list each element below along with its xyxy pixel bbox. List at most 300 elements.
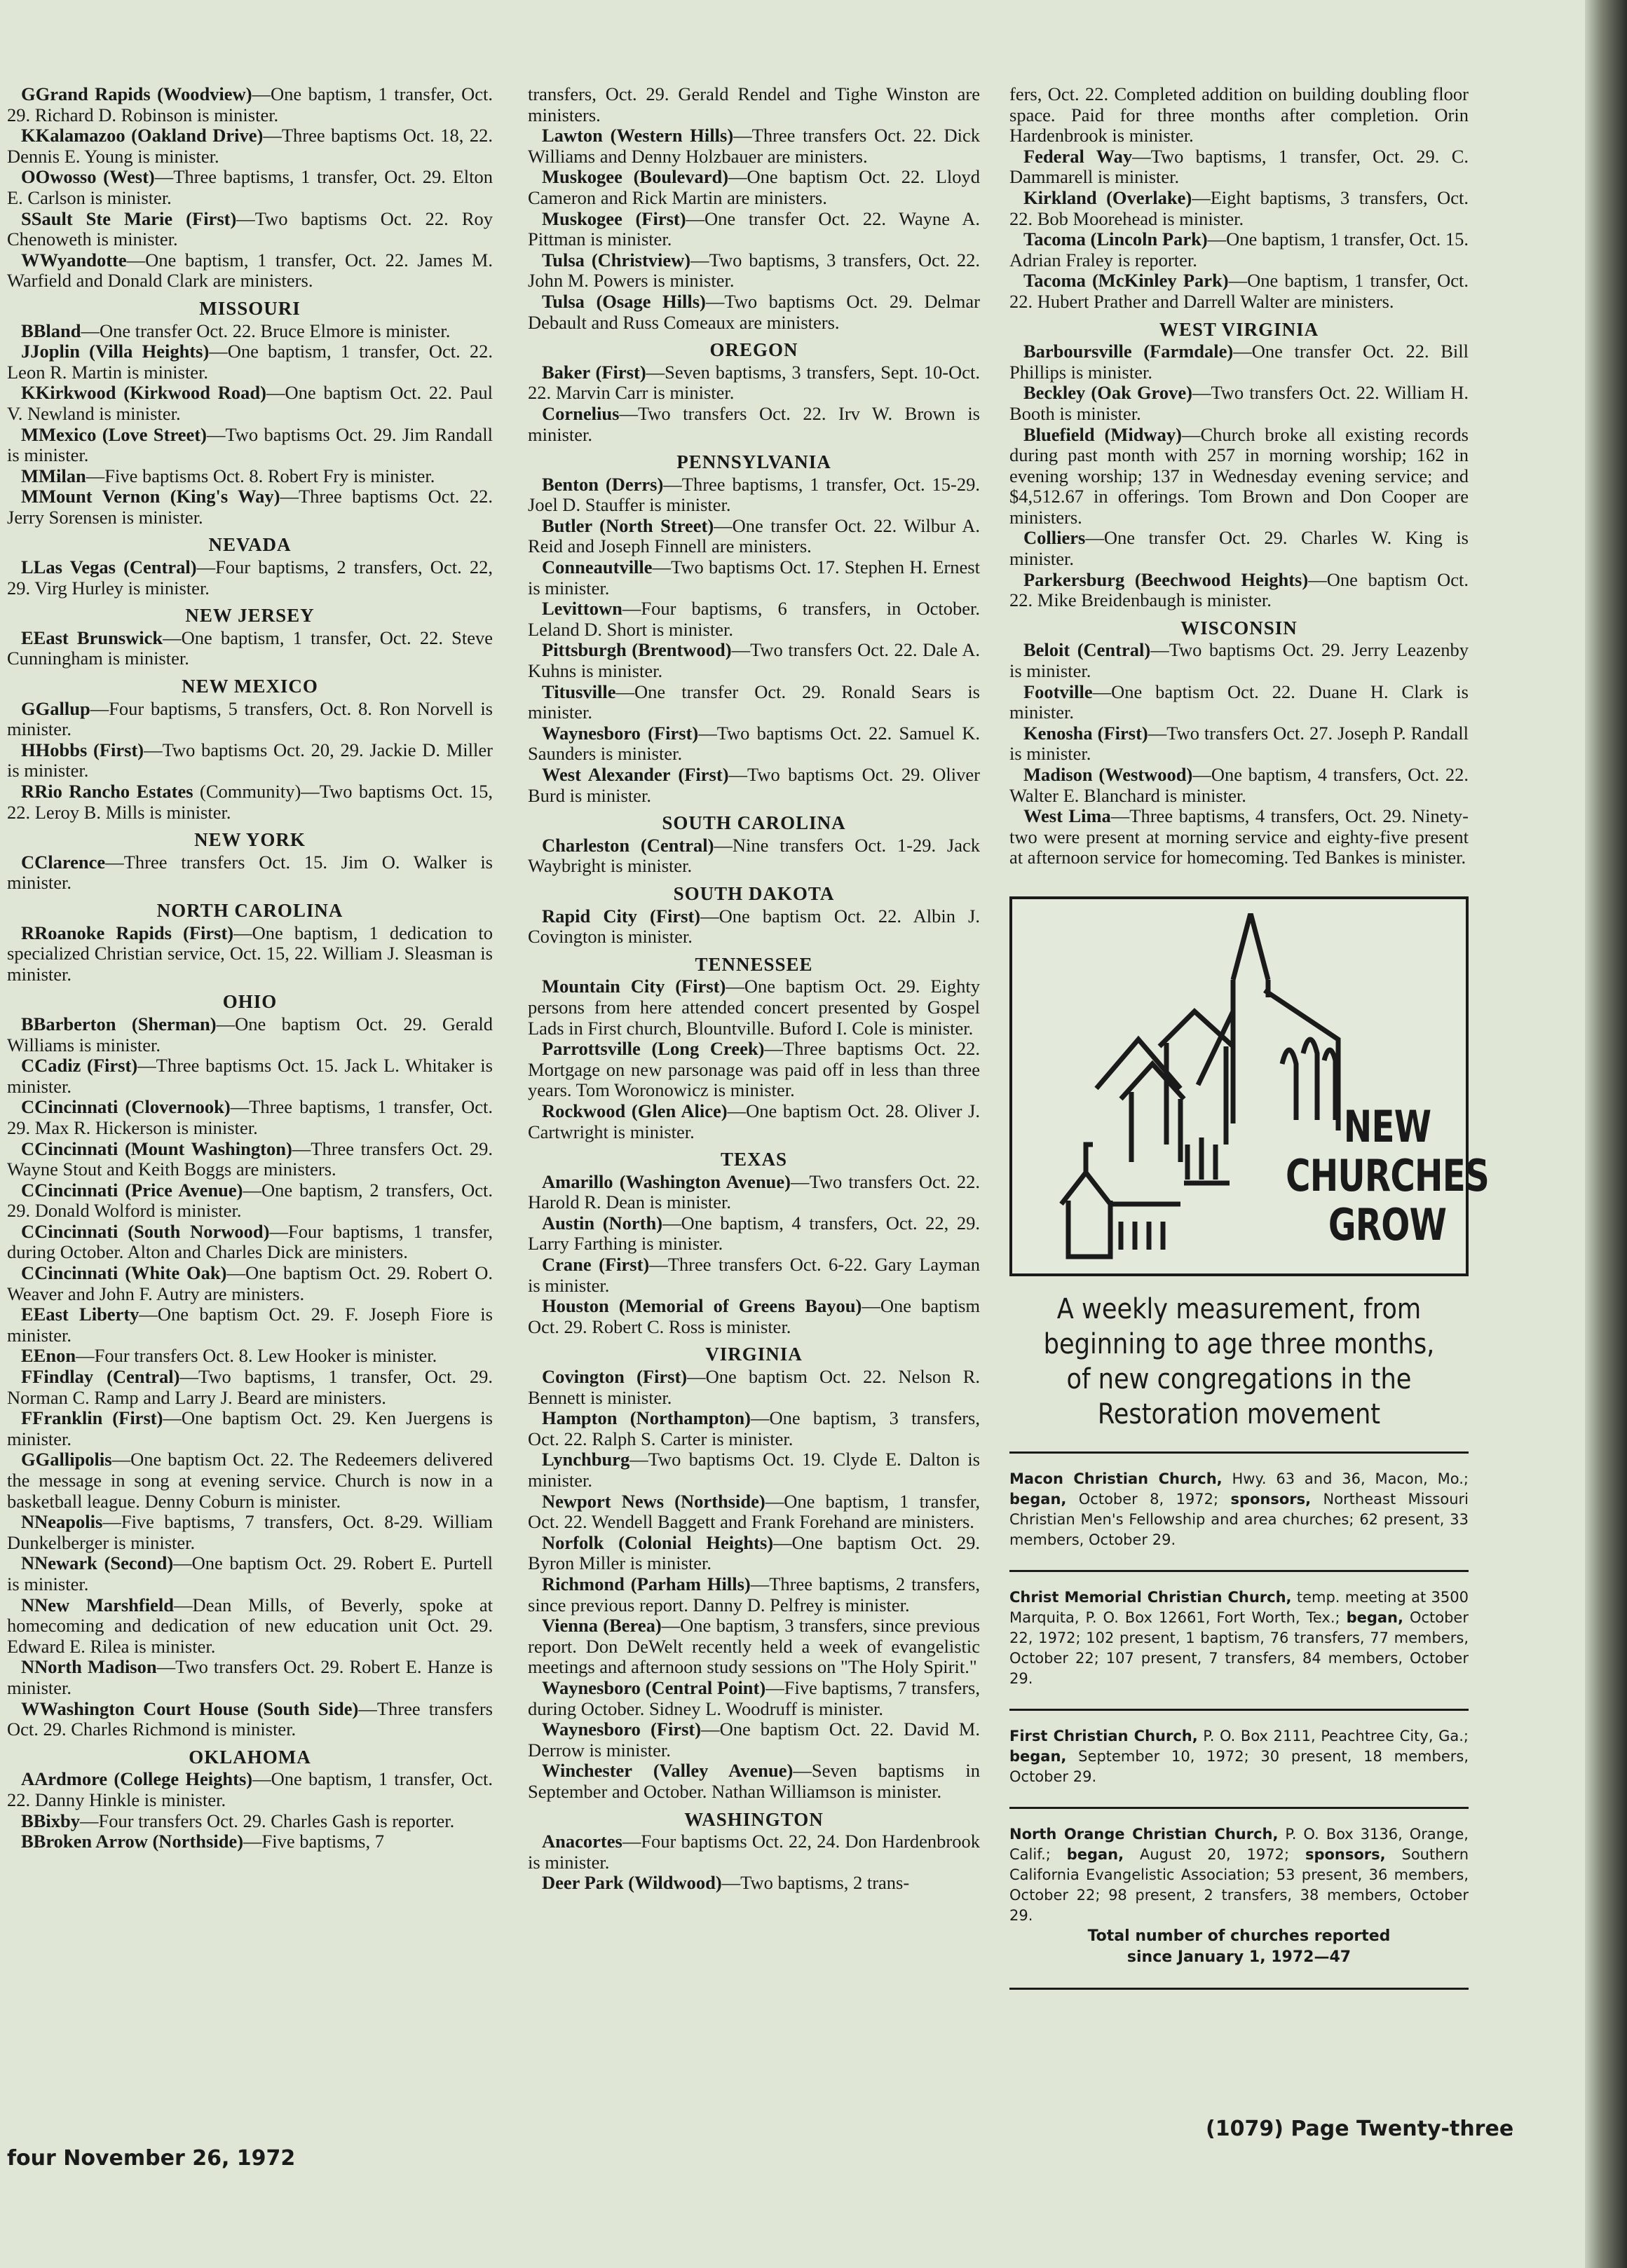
church-report-entry — [528, 1101, 980, 1142]
church-report-entry — [528, 1408, 980, 1449]
logo-line-new: NEW — [1343, 1100, 1431, 1152]
church-report-text: —Two baptisms Oct. 19. Clyde E. Dalton is minister. — [528, 1449, 980, 1491]
church-report-text: —One baptism Oct. 29. Ken Juergens is minister. — [7, 1407, 493, 1449]
church-name: EEast Brunswick — [21, 627, 163, 648]
church-report-text: —One baptism Oct. 22. Lloyd Cameron and Rick Martin are ministers. — [528, 166, 981, 208]
church-report-entry — [7, 1769, 493, 1810]
church-name: Barboursville (Farmdale) — [1023, 341, 1234, 362]
church-report-entry — [528, 1761, 980, 1802]
state-heading: NEW JERSEY — [185, 605, 315, 627]
church-name: NNorth Madison — [21, 1656, 157, 1678]
church-report-entry — [528, 1719, 980, 1761]
church-name: CCincinnati (Clovernook) — [21, 1096, 231, 1118]
church-report-entry — [1009, 528, 1469, 569]
church-report-text: —One transfer Oct. 22. Wayne A. Pittman is minister. — [528, 207, 980, 250]
church-name: FFranklin (First) — [21, 1407, 163, 1429]
church-name: Beckley (Oak Grove) — [1023, 382, 1192, 404]
church-name: NNewark (Second) — [21, 1552, 174, 1574]
church-report-text: —One baptism, 2 transfers, Oct. 29. Donald Wolford is minister. — [7, 1179, 493, 1222]
church-report-entry — [7, 425, 493, 466]
church-report-entry — [7, 1831, 493, 1852]
church-name: AArdmore (College Heights) — [21, 1768, 253, 1790]
church-report-entry — [7, 250, 493, 292]
church-report-entry — [528, 516, 980, 557]
church-report-text: —Five baptisms, 7 transfers, during October. Sidney L. Woodruff is minister. — [528, 1676, 980, 1719]
church-report-text: —One transfer Oct. 29. Ronald Sears is minister. — [528, 681, 980, 723]
church-report-text: —Two baptisms, 1 transfer, Oct. 29. Norman C. Ramp and Larry J. Beard are ministers. — [7, 1366, 493, 1408]
church-report-entry — [7, 1014, 493, 1056]
logo-line-grow: GROW — [1328, 1198, 1447, 1250]
church-name: WWyandotte — [21, 249, 127, 271]
church-report-text: —One baptism Oct. 22. Mike Breidenbaugh is minister. — [1009, 568, 1469, 611]
state-heading: SOUTH DAKOTA — [673, 882, 835, 904]
new-churches-grow-logo — [1009, 896, 1490, 1276]
church-report-text: —One baptism Oct. 22. Duane H. Clark is minister. — [1009, 681, 1469, 723]
church-report-text: —One baptism, 1 transfer, Oct. 29. Richard D. Robinson is minister. — [7, 83, 493, 125]
church-report-text: —One baptism Oct. 29. Robert C. Ross is minister. — [528, 1295, 981, 1337]
church-report-text: —One transfer Oct. 29. Charles W. King is minister. — [1009, 527, 1469, 570]
church-name: Crane (First) — [542, 1254, 650, 1276]
church-name: SSault Ste Marie (First) — [21, 207, 237, 229]
church-report-text: —One baptism Oct. 22. Nelson R. Bennett is minister. — [528, 1366, 980, 1408]
church-report-text: —Four baptisms Oct. 22, 24. Don Hardenbrook is minister. — [528, 1831, 980, 1873]
divider — [1009, 1709, 1469, 1711]
church-report-text: —Five baptisms Oct. 8. Robert Fry is minister. — [86, 465, 435, 486]
church-name: Charleston (Central) — [542, 834, 714, 856]
state-heading: NEVADA — [208, 534, 292, 556]
church-name: Kenosha (First) — [1023, 722, 1148, 744]
church-name: MMilan — [21, 465, 86, 486]
church-name: BBroken Arrow (Northside) — [21, 1831, 244, 1852]
church-report-entry — [7, 1811, 493, 1832]
church-report-text: —Eight baptisms, 3 transfers, Oct. 22. Bob Moorehead is minister. — [1009, 186, 1469, 229]
church-name: Rockwood (Glen Alice) — [542, 1100, 728, 1121]
church-report-text: —Three transfers Oct. 29. Wayne Stout and Keith Boggs are ministers. — [7, 1138, 493, 1180]
church-name: WWashington Court House (South Side) — [21, 1697, 359, 1719]
church-name: Covington (First) — [542, 1366, 688, 1388]
new-church-notices — [1009, 1469, 1469, 1926]
notice-label: First Christian Church, — [1009, 1727, 1198, 1744]
church-report-text: —Three transfers Oct. 22. Dick Williams and Denny Holzbauer are ministers. — [528, 125, 980, 167]
church-name: Bluefield (Midway) — [1023, 423, 1182, 445]
church-report-entry — [528, 1615, 980, 1678]
church-name: FFindlay (Central) — [21, 1366, 180, 1388]
church-name: Amarillo (Washington Avenue) — [542, 1170, 791, 1192]
church-name: Waynesboro (First) — [542, 1719, 702, 1740]
church-name: Tulsa (Osage Hills) — [542, 290, 706, 312]
church-report-text: —Two baptisms Oct. 29. Delmar Debault and Russ Comeaux are ministers. — [528, 290, 980, 333]
church-name: Deer Park (Wildwood) — [542, 1872, 722, 1894]
church-report-entry — [528, 1873, 980, 1894]
church-report-text: —Two baptisms Oct. 22. Roy Chenoweth is minister. — [7, 207, 493, 250]
church-report-entry — [1009, 806, 1469, 868]
church-report-text: —One baptism Oct. 22. The Redeemers delivered the message in song at evening service. Church is now in a basketball league. Denny Coburn is minister. — [7, 1449, 493, 1512]
church-report-entry — [528, 404, 980, 445]
church-report-entry — [1009, 425, 1469, 528]
church-name: NNew Marshfield — [21, 1594, 174, 1615]
church-report-text: —One baptism Oct. 29. Robert O. Weaver and John F. Autry are ministers. — [7, 1262, 493, 1304]
church-report-text: (Community)—Two baptisms Oct. 15, 22. Leroy B. Mills is minister. — [7, 781, 493, 823]
church-report-entry — [1009, 723, 1469, 765]
church-report-entry — [528, 1172, 980, 1213]
church-report-entry — [7, 1222, 493, 1263]
church-report-entry — [7, 1449, 493, 1512]
church-report-entry — [528, 1367, 980, 1408]
state-heading: OREGON — [709, 339, 798, 361]
church-report-entry — [7, 923, 493, 985]
page-edge-shadow — [1585, 0, 1627, 2268]
church-name: MMount Vernon (King's Way) — [21, 486, 280, 507]
church-report-entry — [1009, 383, 1469, 424]
church-name: Waynesboro (First) — [542, 722, 699, 744]
church-report-text: —One baptism, 1 dedication to specialized Christian service, Oct. 15, 22. William J. Sleasman is minister. — [7, 922, 493, 985]
church-report-text: —One baptism, 1 transfer, Oct. 22. James M. Warfield and Donald Clark are ministers. — [7, 249, 493, 292]
church-name: CCincinnati (Mount Washington) — [21, 1138, 292, 1159]
church-report-text: —Two transfers Oct. 29. Robert E. Hanze is minister. — [7, 1656, 493, 1698]
new-church-notice — [1009, 1824, 1469, 1926]
state-heading: MISSOURI — [199, 297, 301, 319]
church-report-text: —Two baptisms Oct. 29. Oliver Burd is minister. — [528, 764, 980, 806]
column-1 — [7, 84, 493, 1852]
church-name: Austin (North) — [542, 1212, 663, 1234]
church-name: Parrottsville (Long Creek) — [542, 1038, 765, 1060]
church-report-entry — [1009, 682, 1469, 723]
church-report-text: —One baptism Oct. 22. David M. Derrow is minister. — [528, 1719, 980, 1761]
church-report-text: —Two baptisms, 1 transfer, Oct. 29. C. Dammarell is minister. — [1009, 145, 1469, 188]
church-name: CCadiz (First) — [21, 1055, 138, 1077]
church-report-text: —Seven baptisms in September and October. Nathan Williamson is minister. — [528, 1760, 980, 1802]
church-report-text: —Two transfers Oct. 22. Dale A. Kuhns is minister. — [528, 639, 981, 682]
church-report-text: —One baptism Oct. 22. Albin J. Covington is minister. — [528, 905, 980, 948]
church-report-text: —One baptism, 1 transfer, Oct. 22. Hubert Prather and Darrell Walter are ministers. — [1009, 270, 1469, 312]
church-report-entry — [528, 599, 980, 640]
church-report-entry — [7, 1595, 493, 1658]
church-report-text: —One transfer Oct. 22. Bruce Elmore is minister. — [81, 320, 451, 341]
state-heading: WISCONSIN — [1180, 617, 1298, 638]
church-report-entry — [528, 1039, 980, 1101]
divider — [1009, 1807, 1469, 1809]
church-report-entry — [528, 1574, 980, 1615]
notice-label: began, — [1009, 1747, 1067, 1765]
state-heading: VIRGINIA — [705, 1344, 803, 1365]
church-report-text: —Three baptisms, 1 transfer, Oct. 29. Elton E. Carlson is minister. — [7, 166, 493, 208]
church-name: CCincinnati (White Oak) — [21, 1262, 227, 1284]
church-report-text: —Four baptisms, 6 transfers, in October. Leland D. Short is minister. — [528, 598, 980, 640]
church-report-text: —Two baptisms, 2 trans- — [721, 1872, 910, 1894]
church-report-text: —Four transfers Oct. 8. Lew Hooker is minister. — [76, 1345, 437, 1367]
state-heading: WASHINGTON — [684, 1808, 824, 1830]
church-report-text: —Three baptisms Oct. 22. Jerry Sorensen is minister. — [7, 486, 493, 528]
church-name: BBland — [21, 320, 81, 341]
church-name: Muskogee (Boulevard) — [542, 166, 729, 188]
notice-label: Macon Christian Church, — [1009, 1470, 1223, 1487]
notice-label: began, — [1346, 1608, 1403, 1626]
church-report-entry — [1009, 271, 1469, 312]
church-name: Conneautville — [542, 556, 653, 578]
church-report-entry — [7, 341, 493, 383]
church-report-text: —One transfer Oct. 22. Bill Phillips is minister. — [1009, 341, 1469, 383]
church-report-entry — [7, 1553, 493, 1594]
new-church-notice — [1009, 1469, 1469, 1550]
church-report-text: —Two transfers Oct. 22. Harold R. Dean is minister. — [528, 1170, 980, 1213]
church-name: Vienna (Berea) — [542, 1615, 662, 1637]
church-name: Hampton (Northampton) — [542, 1407, 751, 1429]
church-name: Waynesboro (Central Point) — [542, 1676, 766, 1698]
church-name: BBarberton (Sherman) — [21, 1013, 217, 1034]
column-3-entries — [1009, 84, 1469, 868]
church-report-text: —Two baptisms Oct. 29. Jim Randall is minister. — [7, 423, 493, 466]
church-report-text: —Three transfers Oct. 29. Charles Richmond is minister. — [7, 1697, 493, 1740]
church-name: Rapid City (First) — [542, 905, 701, 927]
church-name: NNeapolis — [21, 1511, 103, 1533]
church-report-entry — [7, 557, 493, 599]
church-report-entry — [7, 1139, 493, 1180]
church-report-text: —Seven baptisms, 3 transfers, Sept. 10-Oct. 22. Marvin Carr is minister. — [528, 361, 980, 404]
church-name: Richmond (Parham Hills) — [542, 1573, 751, 1594]
logo-text — [1286, 1102, 1489, 1250]
tagline: A weekly measurement, from beginning to age three months, of new congregations in the Restoration movement — [1043, 1292, 1435, 1430]
church-name: Titusville — [542, 681, 616, 702]
notice-label: began, — [1009, 1490, 1067, 1508]
church-report-text: —One baptism, 1 transfer, Oct. 15. Adrian Fraley is reporter. — [1009, 228, 1469, 271]
church-name: Tacoma (Lincoln Park) — [1023, 228, 1208, 250]
church-name: Butler (North Street) — [542, 514, 714, 536]
church-report-entry — [7, 740, 493, 781]
church-report-entry — [7, 125, 493, 167]
church-name: Tacoma (McKinley Park) — [1023, 270, 1229, 292]
divider — [1009, 1570, 1469, 1572]
church-report-text: —Five baptisms, 7 transfers, Oct. 8-29. William Dunkelberger is minister. — [7, 1511, 493, 1553]
church-report-entry — [528, 906, 980, 948]
church-name: GGallup — [21, 697, 90, 719]
church-name: Parkersburg (Beechwood Heights) — [1023, 568, 1309, 590]
church-report-entry — [528, 1213, 980, 1255]
church-report-entry — [7, 383, 493, 424]
church-report-text: —One baptism Oct. 29. F. Joseph Fiore is minister. — [7, 1304, 493, 1346]
church-report-text: —One baptism, 1 transfer, Oct. 22. Danny Hinkle is minister. — [7, 1768, 493, 1810]
church-report-entry — [528, 682, 980, 723]
church-report-entry — [528, 1491, 980, 1533]
church-report-entry — [1009, 570, 1469, 611]
church-report-entry — [1009, 188, 1469, 229]
church-name: Pittsburgh (Brentwood) — [542, 639, 732, 661]
church-name: EEast Liberty — [21, 1304, 139, 1325]
church-report-text: —Three baptisms, 1 transfer, Oct. 29. Max R. Hickerson is minister. — [7, 1096, 493, 1138]
total-line-2: since January 1, 1972—47 — [1126, 1948, 1352, 1966]
church-report-entry — [7, 209, 493, 250]
church-report-entry — [7, 699, 493, 740]
state-heading: TENNESSEE — [695, 953, 813, 975]
church-report-entry — [1009, 640, 1469, 681]
church-report-text: —Three transfers Oct. 6-22. Gary Layman is minister. — [528, 1254, 980, 1296]
church-report-entry — [7, 1699, 493, 1740]
new-church-notice — [1009, 1587, 1469, 1689]
continued-entry-text: fers, Oct. 22. Completed addition on building doubling floor space. Paid for three months after completion. Orin Hardenbrook is minister. — [1009, 83, 1469, 146]
church-report-entry — [528, 362, 980, 404]
church-report-text: —Church broke all existing records during past month with 257 in morning worship; 162 in evening worship; 137 in Wednesday evening service; and $4,512.67 in offerings. Tom Brown and Don Cooper are ministers. — [1009, 423, 1469, 528]
church-report-entry — [528, 209, 980, 250]
church-report-entry — [1009, 765, 1469, 806]
church-report-text: —Three transfers Oct. 15. Jim O. Walker is minister. — [7, 851, 493, 894]
church-name: Madison (Westwood) — [1023, 764, 1193, 785]
church-report-entry — [528, 474, 980, 516]
church-name: CCincinnati (Price Avenue) — [21, 1179, 243, 1201]
church-report-entry — [528, 1533, 980, 1574]
church-name: Winchester (Valley Avenue) — [542, 1760, 794, 1782]
notice-label: North Orange Christian Church, — [1009, 1825, 1279, 1843]
notice-text: October 8, 1972; — [1066, 1490, 1231, 1508]
church-name: Footville — [1023, 681, 1093, 702]
church-report-entry — [7, 1056, 493, 1097]
continued-entry-text: transfers, Oct. 29. Gerald Rendel and Tighe Winston are ministers. — [528, 83, 980, 125]
church-name: LLas Vegas (Central) — [21, 556, 197, 578]
church-name: Mountain City (First) — [542, 976, 726, 997]
church-report-entry — [528, 835, 980, 877]
notice-text: September 10, 1972; 30 present, 18 members, October 29. — [1009, 1747, 1469, 1785]
church-name: JJoplin (Villa Heights) — [21, 341, 210, 362]
church-report-text: —One baptism, 4 transfers, Oct. 22, 29. Larry Farthing is minister. — [528, 1212, 980, 1255]
state-heading: PENNSYLVANIA — [676, 451, 831, 473]
church-report-entry — [528, 125, 980, 167]
church-report-entry — [528, 1678, 980, 1719]
church-report-text: —One baptism, 4 transfers, Oct. 22. Walter E. Blanchard is minister. — [1009, 764, 1469, 806]
church-report-entry — [528, 1831, 980, 1873]
church-report-text: —Two baptisms Oct. 29. Jerry Leazenby is minister. — [1009, 639, 1469, 682]
church-report-text: —One baptism Oct. 29. Byron Miller is minister. — [528, 1531, 980, 1574]
state-heading: SOUTH CAROLINA — [662, 812, 846, 834]
church-name: Benton (Derrs) — [542, 473, 664, 495]
church-report-text: —Dean Mills, of Beverly, spoke at homecoming and dedication of new education unit Oct. 29. Edward E. Rilea is minister. — [7, 1594, 493, 1657]
church-report-text: —Three baptisms Oct. 18, 22. Dennis E. Young is minister. — [7, 125, 493, 167]
church-name: CClarence — [21, 851, 106, 873]
church-name: RRio Rancho Estates — [21, 781, 193, 802]
church-report-text: —One baptism Oct. 22. Paul V. Newland is minister. — [7, 382, 493, 424]
notice-label: Christ Memorial Christian Church, — [1009, 1588, 1292, 1606]
church-name: Anacortes — [542, 1831, 622, 1852]
divider — [1009, 1451, 1469, 1454]
church-report-text: —Two baptisms, 3 transfers, Oct. 22. John M. Powers is minister. — [528, 249, 980, 292]
church-report-entry — [7, 321, 493, 342]
church-name: Muskogee (First) — [542, 207, 686, 229]
church-report-text: —Two baptisms Oct. 17. Stephen H. Ernest is minister. — [528, 556, 980, 599]
church-report-entry — [7, 1263, 493, 1304]
church-name: Federal Way — [1023, 145, 1133, 167]
notice-text: October 22, 1972; 102 present, 1 baptism, 76 transfers, 77 members, October 22; 107 present, 7 transfers, 84 members, October 29. — [1009, 1608, 1469, 1687]
notice-label: began, — [1066, 1845, 1124, 1863]
church-name: Baker (First) — [542, 361, 646, 383]
church-report-entry — [1009, 146, 1469, 188]
divider — [1009, 1988, 1469, 1990]
church-name: Lynchburg — [542, 1449, 630, 1470]
notice-label: sponsors, — [1305, 1845, 1386, 1863]
church-name: GGrand Rapids (Woodview) — [21, 83, 252, 104]
footer-page-number: (1079) Page Twenty-three — [1206, 2117, 1514, 2141]
church-report-entry — [7, 628, 493, 669]
column-3 — [1009, 83, 1490, 2005]
state-heading: OKLAHOMA — [189, 1746, 311, 1768]
church-name: MMexico (Love Street) — [21, 423, 207, 445]
church-report-text: —Four baptisms, 1 transfer, during October. Alton and Charles Dick are ministers. — [7, 1220, 493, 1263]
state-heading: NORTH CAROLINA — [156, 899, 343, 921]
church-report-entry — [7, 852, 493, 894]
church-report-text: —Four baptisms, 5 transfers, Oct. 8. Ron Norvell is minister. — [7, 697, 493, 740]
church-report-entry — [7, 84, 493, 125]
church-name: Cornelius — [542, 402, 620, 424]
church-report-entry — [7, 486, 493, 528]
church-report-entry — [7, 1097, 493, 1138]
notice-text: Hwy. 63 and 36, Macon, Mo.; — [1222, 1470, 1469, 1487]
church-report-text: —Three baptisms Oct. 15. Jack L. Whitaker is minister. — [7, 1055, 493, 1097]
church-report-text: —Four transfers Oct. 29. Charles Gash is reporter. — [79, 1810, 455, 1831]
church-name: Tulsa (Christview) — [542, 249, 691, 271]
church-name: Colliers — [1023, 527, 1086, 549]
church-report-text: —One transfer Oct. 22. Wilbur A. Reid and Joseph Finnell are ministers. — [528, 514, 980, 557]
church-report-entry — [1009, 341, 1469, 383]
state-heading: NEW MEXICO — [182, 676, 318, 697]
church-report-text: —Two baptisms Oct. 22. Samuel K. Saunders is minister. — [528, 722, 980, 765]
church-report-entry — [528, 167, 980, 208]
church-name: Kirkland (Overlake) — [1023, 186, 1192, 208]
total-line-1: Total number of churches reported — [1087, 1927, 1391, 1945]
column-2 — [528, 84, 980, 1894]
church-name: KKalamazoo (Oakland Drive) — [21, 125, 264, 146]
church-name: BBixby — [21, 1810, 80, 1831]
church-report-text: —Three baptisms, 2 transfers, since previous report. Danny D. Pelfrey is minister. — [528, 1573, 980, 1615]
church-report-entry — [1009, 229, 1469, 271]
new-church-notice — [1009, 1726, 1469, 1787]
church-report-entry — [7, 167, 493, 208]
church-report-entry — [528, 557, 980, 599]
church-report-entry — [528, 723, 980, 765]
church-report-text: —One baptism, 1 transfer, Oct. 22. Steve Cunningham is minister. — [7, 627, 493, 669]
church-report-entry — [528, 640, 980, 681]
church-name: Houston (Memorial of Greens Bayou) — [542, 1295, 862, 1317]
church-name: GGallipolis — [21, 1449, 112, 1470]
church-report-entry — [7, 1408, 493, 1449]
notice-text: P. O. Box 2111, Peachtree City, Ga.; — [1197, 1727, 1469, 1744]
state-heading: OHIO — [222, 991, 278, 1013]
church-report-text: —One baptism Oct. 29. Gerald Williams is minister. — [7, 1013, 493, 1056]
logo-line-churches: CHURCHES — [1286, 1149, 1490, 1201]
church-report-entry — [7, 1657, 493, 1698]
church-report-entry — [528, 976, 980, 1039]
church-name: CCincinnati (South Norwood) — [21, 1220, 270, 1242]
total-churches-reported — [1009, 1926, 1469, 1968]
church-report-text: —Two transfers Oct. 22. Irv W. Brown is minister. — [528, 402, 980, 445]
state-heading: WEST VIRGINIA — [1159, 318, 1319, 340]
church-name: Levittown — [542, 598, 622, 620]
church-report-entry — [7, 1512, 493, 1553]
notice-text: August 20, 1972; — [1124, 1845, 1305, 1863]
church-name: RRoanoke Rapids (First) — [21, 922, 234, 943]
church-name: HHobbs (First) — [21, 739, 144, 760]
church-name: Beloit (Central) — [1023, 639, 1151, 661]
state-heading: NEW YORK — [194, 829, 306, 851]
church-name: KKirkwood (Kirkwood Road) — [21, 382, 266, 404]
church-report-entry — [7, 781, 493, 823]
notice-text: Southern California Evangelistic Association; 53 present, 36 members, October 22; 98 present, 2 transfers, 38 members, October 29. — [1009, 1845, 1469, 1924]
church-report-text: —One baptism Oct. 28. Oliver J. Cartwright is minister. — [528, 1100, 980, 1142]
notice-text: temp. meeting at 3500 Marquita, P. O. Box 12661, Fort Worth, Tex.; — [1009, 1588, 1469, 1626]
church-name: Lawton (Western Hills) — [542, 125, 734, 146]
church-report-entry — [528, 250, 980, 292]
church-report-entry — [528, 1296, 980, 1337]
church-report-entry — [7, 466, 493, 487]
church-report-entry — [7, 1304, 493, 1346]
church-report-text: —Nine transfers Oct. 1-29. Jack Waybright is minister. — [528, 834, 981, 877]
church-name: EEnon — [21, 1345, 76, 1367]
church-name: West Alexander (First) — [542, 764, 729, 785]
